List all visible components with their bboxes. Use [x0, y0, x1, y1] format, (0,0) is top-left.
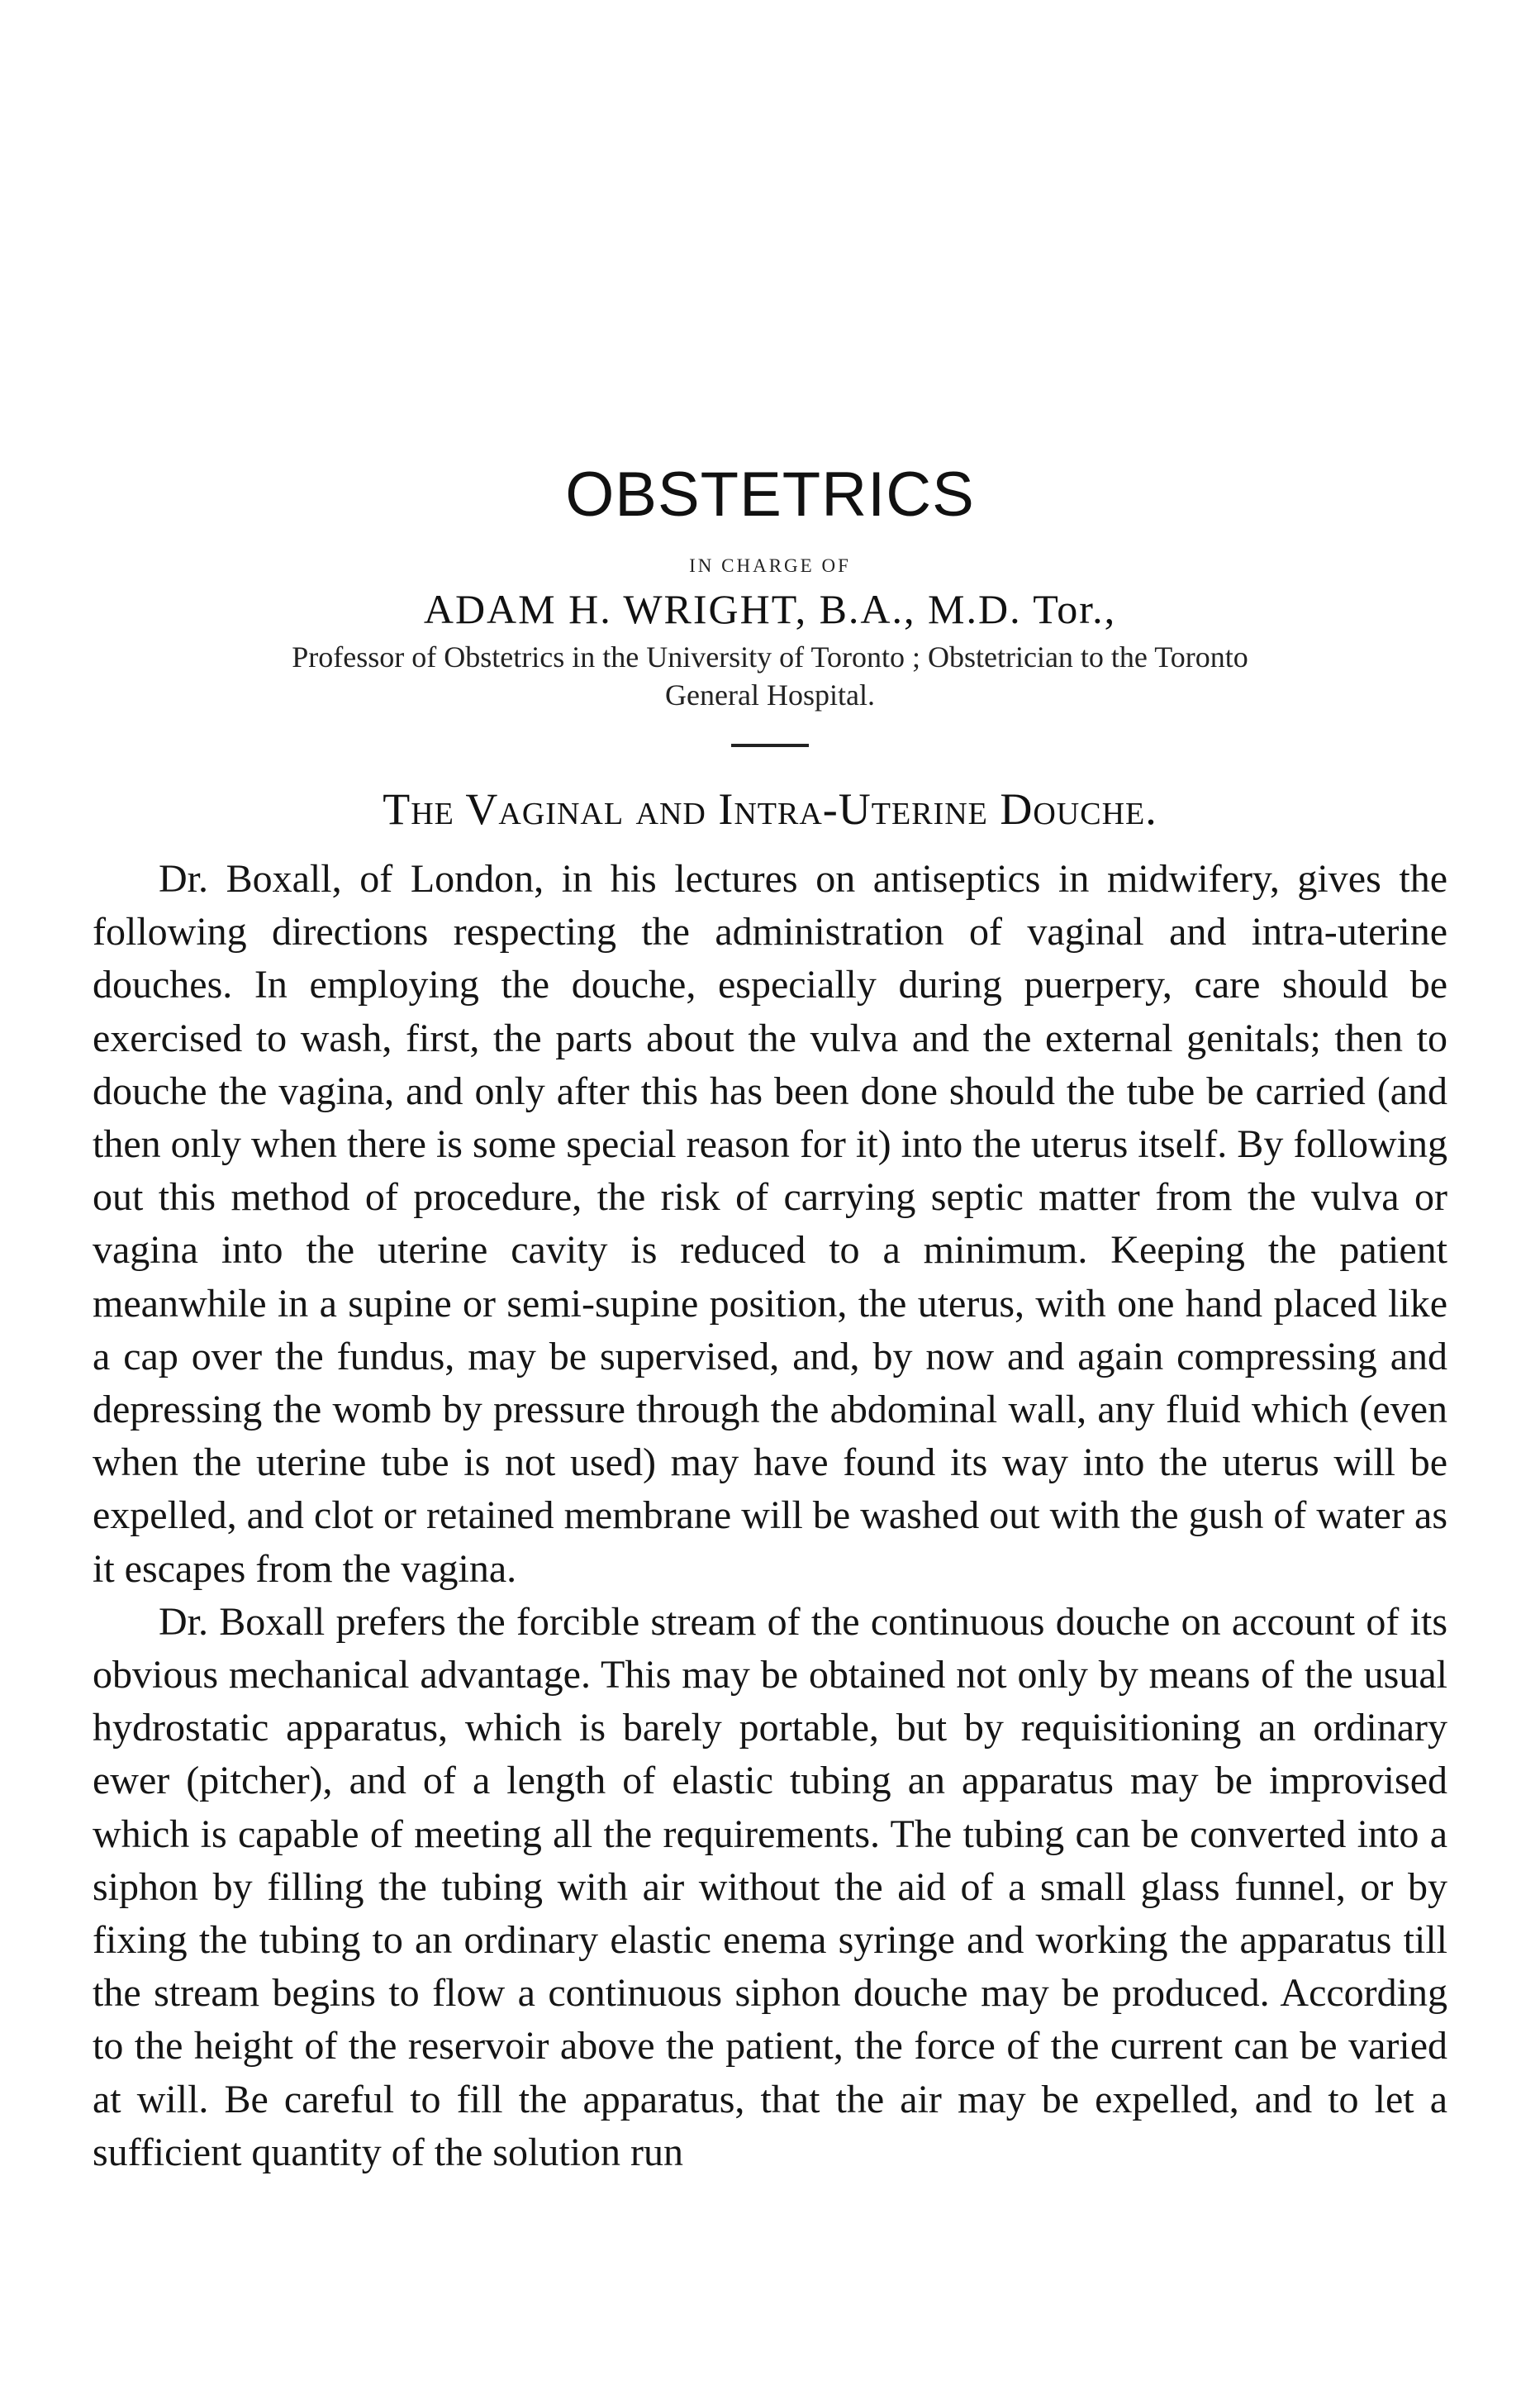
- author-name: ADAM H. WRIGHT, B.A., M.D. Tor.,: [423, 586, 1117, 632]
- section-divider: [731, 744, 809, 747]
- in-charge-label: IN CHARGE OF: [689, 555, 851, 576]
- article-body: [93, 853, 1447, 2179]
- article-title: The Vaginal and Intra-Uterine Douche.: [383, 784, 1157, 834]
- section-title: OBSTETRICS: [565, 459, 975, 530]
- paragraph: Dr. Boxall, of London, in his lectures on antiseptics in midwifery, gives the following directions respecting the administration of vaginal and intra-uterine douches. In employing the douche, especially during puerpery, care should be exercised to wash, first, the parts about the vulva and the external genitals; then to douche the vagina, and only after this has been done should the tube be carried (and then only when there is some special reason for it) into the uterus itself. By following out this method of procedure, the risk of carrying septic matter from the vulva or vagina into the uterine cavity is reduced to a minimum. Keeping the patient meanwhile in a supine or semi-supine position, the uterus, with one hand placed like a cap over the fundus, may be supervised, and, by now and again compressing and depressing the womb by pressure through the abdominal wall, any fluid which (even when the uterine tube is not used) may have found its way into the uterus will be expelled, and clot or retained membrane will be washed out with the gush of water as it escapes from the vagina.: [93, 857, 1447, 1591]
- author-affiliation: Professor of Obstetrics in the University of Toronto ; Obstetrician to the Toronto General Hospital.: [292, 640, 1248, 712]
- paragraph: Dr. Boxall prefers the forcible stream of the continuous douche on account of its obvious mechanical advantage. This may be obtained not only by means of the usual hydrostatic apparatus, which is barely portable, but by requisitioning an ordinary ewer (pitcher), and of a length of elastic tubing an apparatus may be improvised which is capable of meeting all the requirements. The tubing can be converted into a siphon by filling the tubing with air without the aid of a small glass funnel, or by fixing the tubing to an ordinary elastic enema syringe and working the apparatus till the stream begins to flow a continuous siphon douche may be produced. According to the height of the reservoir above the patient, the force of the current can be varied at will. Be careful to fill the apparatus, that the air may be expelled, and to let a sufficient quantity of the solution run: [93, 1599, 1447, 2174]
